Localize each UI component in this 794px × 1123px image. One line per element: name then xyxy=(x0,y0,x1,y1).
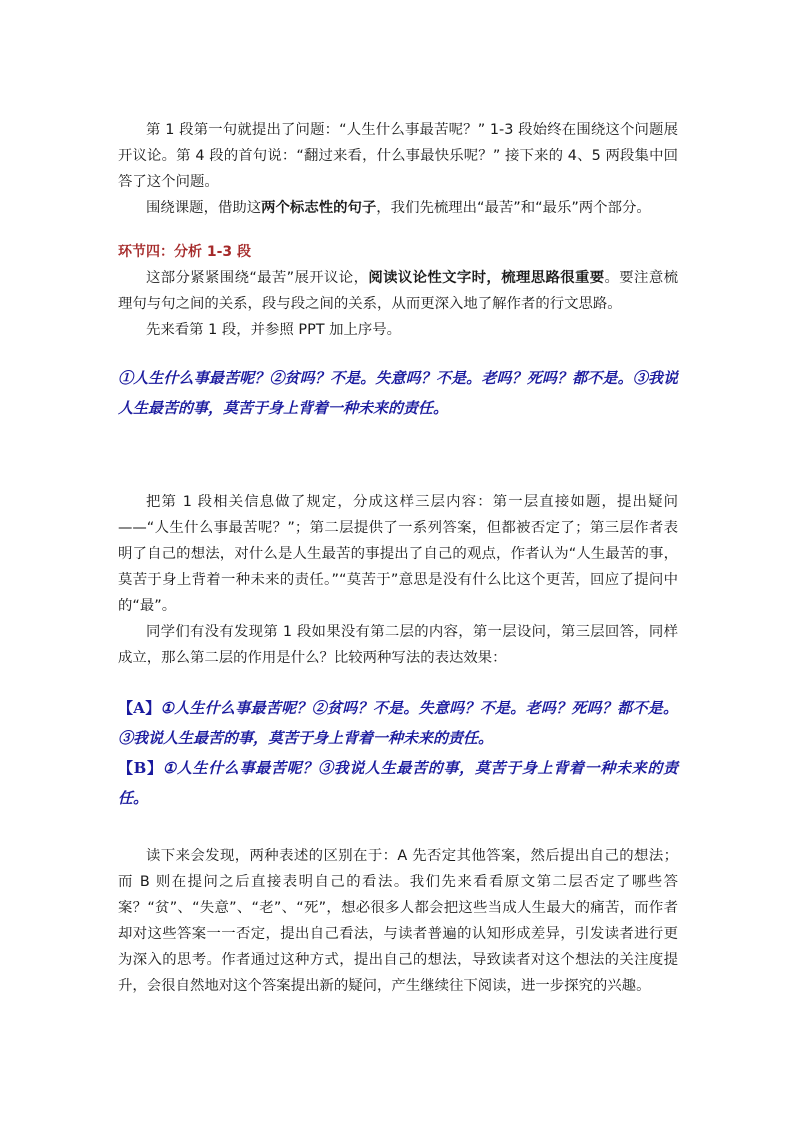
intro-p2-bold: 两个标志性的句子 xyxy=(261,200,377,216)
conclusion-paragraph: 读下来会发现，两种表述的区别在于：A 先否定其他答案，然后提出自己的想法；而 B 则在提问之后直接表明自己的看法。我们先来看看原文第二层否定了哪些答案？“贫”、“失意”、“老”、“死”，想必很多人都会把这些当成人生最大的痛苦，而作者却对这些答案一一否定，提出自己看法，与读者普遍的认知形成差异，引发读者进行更为深入的思考。作者通过这种方式，提出自己的想法，导致读者对这个想法的关注度提升，会很自然地对这个答案提出新的疑问，产生继续往下阅读，进一步探究的兴趣。 xyxy=(118,848,678,994)
quote-a-tag: 【A】 xyxy=(118,699,161,717)
document-body xyxy=(118,117,678,999)
analysis-paragraph-2: 同学们有没有发现第 1 段如果没有第二层的内容，第一层设问，第三层回答，同样成立，那么第二层的作用是什么？比较两种写法的表达效果： xyxy=(118,624,678,666)
intro-p2-text-c: ，我们先梳理出“最苦”和“最乐”两个部分。 xyxy=(376,200,651,216)
section-heading: 环节四：分析 1-3 段 xyxy=(118,244,252,260)
quote-option-a xyxy=(118,693,678,753)
quote-b-tag: 【B】 xyxy=(118,759,163,777)
intro-paragraph-2 xyxy=(118,195,678,221)
section-p1-bold: 阅读议论性文字时，梳理思路很重要 xyxy=(368,270,605,286)
section-paragraph-2: 先来看第 1 段，并参照 PPT 加上序号。 xyxy=(146,322,402,338)
section-p1-text-c: 。要注意梳理句与句之间的关系，段与段之间的关系，从而更深入地了解作者的行文思路。 xyxy=(118,270,678,312)
quote-option-b xyxy=(118,753,678,813)
intro-p2-text-a: 围绕课题，借助这 xyxy=(146,200,262,216)
quote-b-text: ①人生什么事最苦呢？③我说人生最苦的事，莫苦于身上背着一种未来的责任。 xyxy=(118,759,678,807)
quote-paragraph-1: ①人生什么事最苦呢？②贫吗？不是。失意吗？不是。老吗？死吗？都不是。③我说人生最苦的事，莫苦于身上背着一种未来的责任。 xyxy=(118,369,678,417)
quote-a-text: ①人生什么事最苦呢？②贫吗？不是。失意吗？不是。老吗？死吗？都不是。③我说人生最苦的事，莫苦于身上背着一种未来的责任。 xyxy=(118,699,679,747)
section-paragraph-1 xyxy=(118,265,678,317)
analysis-paragraph-1: 把第 1 段相关信息做了规定，分成这样三层内容：第一层直接如题，提出疑问——“人生什么事最苦呢？”；第二层提供了一系列答案，但都被否定了；第三层作者表明了自己的想法，对什么是人生最苦的事提出了自己的观点，作者认为“人生最苦的事，莫苦于身上背着一种未来的责任。”“莫苦于”意思是没有什么比这个更苦，回应了提问中的“最”。 xyxy=(118,494,678,614)
intro-paragraph-1 xyxy=(118,117,678,195)
intro-p1-text: 第 1 段第一句就提出了问题：“人生什么事最苦呢？” 1-3 段始终在围绕这个问题展开议论。第 4 段的首句说：“翻过来看，什么事最快乐呢？” 接下来的 4、5 两段集中回答了这个问题。 xyxy=(118,122,678,190)
section-p1-text-a: 这部分紧紧围绕“最苦”展开议论， xyxy=(146,270,369,286)
